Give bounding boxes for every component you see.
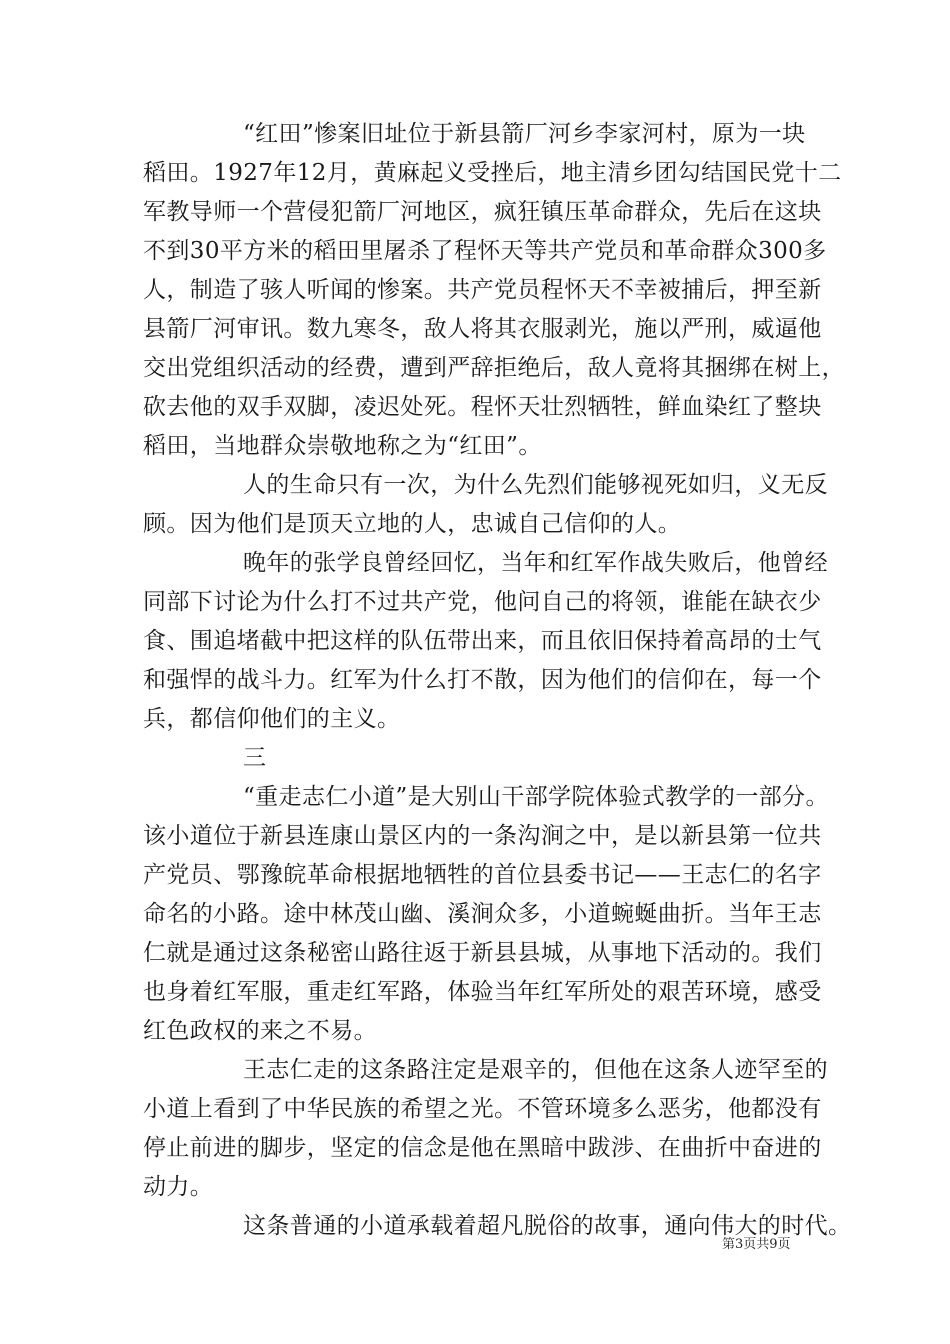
text-line: 这条普通的小道承载着超凡脱俗的故事，通向伟大的时代。 (243, 1213, 852, 1239)
text-line: 命名的小路。途中林茂山幽、溪涧众多，小道蜿蜒曲折。当年王志 (143, 901, 822, 927)
text-line: 人，制造了骇人听闻的惨案。共产党员程怀天不幸被捕后，押至新 (143, 277, 822, 303)
text-line: 晚年的张学良曾经回忆，当年和红军作战失败后，他曾经 (243, 550, 828, 576)
text-line: 砍去他的双手双脚，凌迟处死。程怀天壮烈牺牲，鲜血染红了整块 (143, 394, 822, 420)
text-line: 军教导师一个营侵犯箭厂河地区，疯狂镇压革命群众，先后在这块 (143, 199, 822, 225)
text-line: 稻田，当地群众崇敬地称之为“红田”。 (143, 433, 542, 459)
text-line: 仁就是通过这条秘密山路往返于新县县城，从事地下活动的。我们 (143, 940, 822, 966)
page-number: 第3页共9页 (722, 1237, 791, 1252)
section-heading: 三 (243, 745, 267, 771)
text-line: 停止前进的脚步，坚定的信念是他在黑暗中跋涉、在曲折中奋进的 (143, 1135, 822, 1161)
text-line: 王志仁走的这条路注定是艰辛的，但他在这条人迹罕至的 (243, 1057, 828, 1083)
text-line: 人的生命只有一次，为什么先烈们能够视死如归，义无反 (243, 472, 828, 498)
text-line: 顾。因为他们是顶天立地的人，忠诚自己信仰的人。 (143, 511, 682, 537)
text-line: 同部下讨论为什么打不过共产党，他问自己的将领，谁能在缺衣少 (143, 589, 822, 615)
text-line: 食、围追堵截中把这样的队伍带出来，而且依旧保持着高昂的士气 (143, 628, 822, 654)
text-line: 县箭厂河审讯。数九寒冬，敌人将其衣服剥光，施以严刑，威逼他 (143, 316, 822, 342)
text-line: 兵，都信仰他们的主义。 (143, 706, 401, 732)
text-line: 动力。 (143, 1174, 214, 1200)
text-line: “重走志仁小道”是大别山干部学院体验式教学的一部分。 (243, 784, 829, 810)
text-line: “红田”惨案旧址位于新县箭厂河乡李家河村，原为一块 (243, 121, 806, 147)
text-line: 交出党组织活动的经费，遭到严辞拒绝后，敌人竟将其捆绑在树上， (143, 355, 845, 381)
text-line: 和强悍的战斗力。红军为什么打不散，因为他们的信仰在，每一个 (143, 667, 822, 693)
text-line: 该小道位于新县连康山景区内的一条沟涧之中，是以新县第一位共 (143, 823, 822, 849)
text-line: 稻田。1927年12月，黄麻起义受挫后，地主清乡团勾结国民党十二 (143, 160, 842, 186)
text-line: 红色政权的来之不易。 (143, 1018, 377, 1044)
text-line: 也身着红军服，重走红军路，体验当年红军所处的艰苦环境，感受 (143, 979, 822, 1005)
text-line: 产党员、鄂豫皖革命根据地牺牲的首位县委书记——王志仁的名字 (143, 862, 822, 888)
text-line: 小道上看到了中华民族的希望之光。不管环境多么恶劣，他都没有 (143, 1096, 822, 1122)
text-line: 不到30平方米的稻田里屠杀了程怀天等共产党员和革命群众300多 (143, 238, 827, 264)
